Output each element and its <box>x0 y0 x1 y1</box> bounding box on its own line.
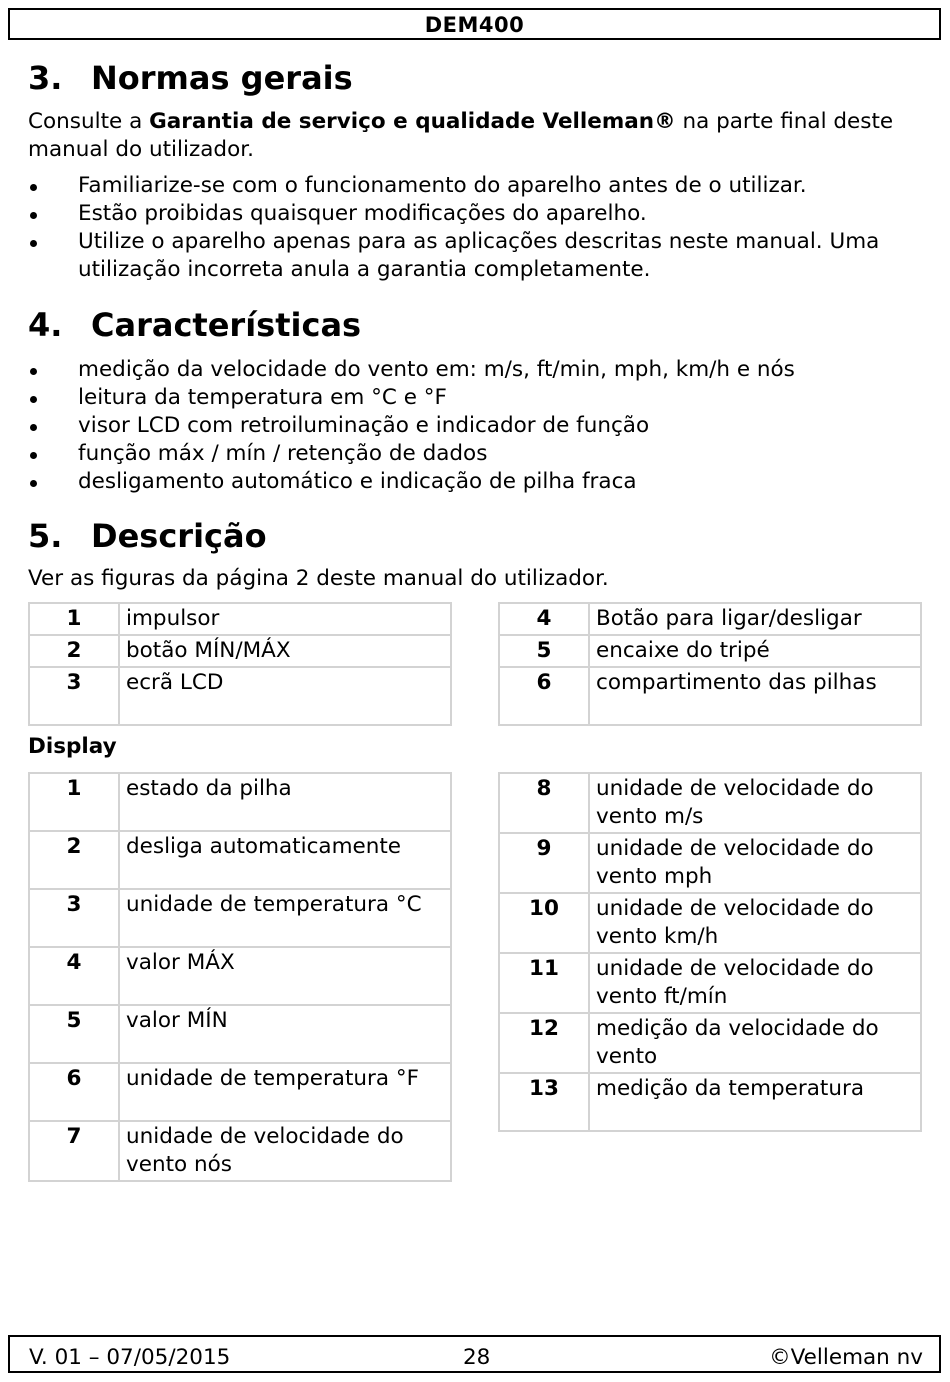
copyright: ©Velleman nv <box>769 1345 923 1370</box>
item-number: 1 <box>29 773 119 831</box>
table-row <box>499 635 921 667</box>
item-number: 5 <box>29 1005 119 1063</box>
item-label: compartimento das pilhas <box>589 667 921 725</box>
item-number: 1 <box>29 603 119 635</box>
section-heading <box>28 303 923 347</box>
item-label: estado da pilha <box>119 773 451 831</box>
list-item: medição da velocidade do vento em: m/s, ft/min, mph, km/h e nós <box>28 356 923 384</box>
list-item: função máx / mín / retenção de dados <box>28 440 923 468</box>
table-row <box>499 953 921 1013</box>
table-row <box>29 1121 451 1181</box>
item-number: 5 <box>499 635 589 667</box>
item-number: 3 <box>29 889 119 947</box>
table-row <box>499 667 921 725</box>
list-item: leitura da temperatura em °C e °F <box>28 384 923 412</box>
display-table-left <box>28 772 452 1182</box>
list-item: desligamento automático e indicação de pilha fraca <box>28 468 923 496</box>
item-label: Botão para ligar/desligar <box>589 603 921 635</box>
intro-text: Consulte a <box>28 109 150 134</box>
table-row <box>499 1073 921 1131</box>
item-number: 12 <box>499 1013 589 1073</box>
item-label: unidade de velocidade do vento m/s <box>589 773 921 833</box>
list-item: visor LCD com retroiluminação e indicador de função <box>28 412 923 440</box>
section-normas-gerais <box>28 56 923 284</box>
figures-reference: Ver as figuras da página 2 deste manual do utilizador. <box>28 566 609 591</box>
table-row <box>29 947 451 1005</box>
list-item: Familiarize-se com o funcionamento do aparelho antes de o utilizar. <box>28 172 923 200</box>
general-rules-list <box>28 172 923 284</box>
document-title: DEM400 <box>424 13 525 37</box>
section-descricao <box>28 514 923 593</box>
section-title: Características <box>91 306 362 344</box>
section-title: Descrição <box>91 517 267 555</box>
table-row <box>29 635 451 667</box>
features-list <box>28 356 923 496</box>
item-label: ecrã LCD <box>119 667 451 725</box>
item-label: medição da temperatura <box>589 1073 921 1131</box>
table-row <box>499 1013 921 1073</box>
display-heading: Display <box>28 734 117 759</box>
section-number: 4. <box>28 306 63 344</box>
table-row <box>29 889 451 947</box>
version-date: V. 01 – 07/05/2015 <box>29 1345 231 1370</box>
warranty-reference: Garantia de serviço e qualidade Velleman® <box>149 109 676 134</box>
table-row <box>499 833 921 893</box>
list-item: Estão proibidas quaisquer modificações do aparelho. <box>28 200 923 228</box>
display-table-right <box>498 772 922 1132</box>
table-row <box>29 831 451 889</box>
table-row <box>499 603 921 635</box>
section-number: 3. <box>28 59 63 97</box>
item-number: 2 <box>29 831 119 889</box>
table-row <box>29 603 451 635</box>
item-number: 8 <box>499 773 589 833</box>
item-label: impulsor <box>119 603 451 635</box>
item-number: 4 <box>29 947 119 1005</box>
item-number: 7 <box>29 1121 119 1181</box>
list-item: Utilize o aparelho apenas para as aplicações descritas neste manual. Uma utilização incorreta anula a garantia completamente. <box>28 228 923 284</box>
table-row <box>499 893 921 953</box>
section-heading <box>28 514 923 558</box>
section-title: Normas gerais <box>91 59 353 97</box>
item-number: 13 <box>499 1073 589 1131</box>
item-label: unidade de velocidade do vento mph <box>589 833 921 893</box>
item-label: unidade de temperatura °C <box>119 889 451 947</box>
table-row <box>499 773 921 833</box>
item-label: unidade de velocidade do vento nós <box>119 1121 451 1181</box>
parts-table-left <box>28 602 452 726</box>
section-caracteristicas <box>28 303 923 496</box>
parts-table-right <box>498 602 922 726</box>
item-number: 9 <box>499 833 589 893</box>
intro-paragraph <box>28 108 923 164</box>
item-label: unidade de velocidade do vento km/h <box>589 893 921 953</box>
item-label: valor MÍN <box>119 1005 451 1063</box>
table-row <box>29 773 451 831</box>
intro-text-end: na parte final deste manual do utilizador. <box>28 109 894 162</box>
table-row <box>29 1005 451 1063</box>
item-number: 4 <box>499 603 589 635</box>
header-bar <box>8 8 941 40</box>
item-number: 6 <box>499 667 589 725</box>
item-label: unidade de velocidade do vento ft/mín <box>589 953 921 1013</box>
item-label: encaixe do tripé <box>589 635 921 667</box>
table-row <box>29 1063 451 1121</box>
footer-bar <box>8 1335 941 1373</box>
item-number: 3 <box>29 667 119 725</box>
item-label: unidade de temperatura °F <box>119 1063 451 1121</box>
item-number: 10 <box>499 893 589 953</box>
section-heading <box>28 56 923 100</box>
item-number: 11 <box>499 953 589 1013</box>
item-label: botão MÍN/MÁX <box>119 635 451 667</box>
item-label: valor MÁX <box>119 947 451 1005</box>
item-label: medição da velocidade do vento <box>589 1013 921 1073</box>
section-number: 5. <box>28 517 63 555</box>
item-number: 2 <box>29 635 119 667</box>
item-label: desliga automaticamente <box>119 831 451 889</box>
page-number: 28 <box>463 1345 491 1370</box>
table-row <box>29 667 451 725</box>
item-number: 6 <box>29 1063 119 1121</box>
